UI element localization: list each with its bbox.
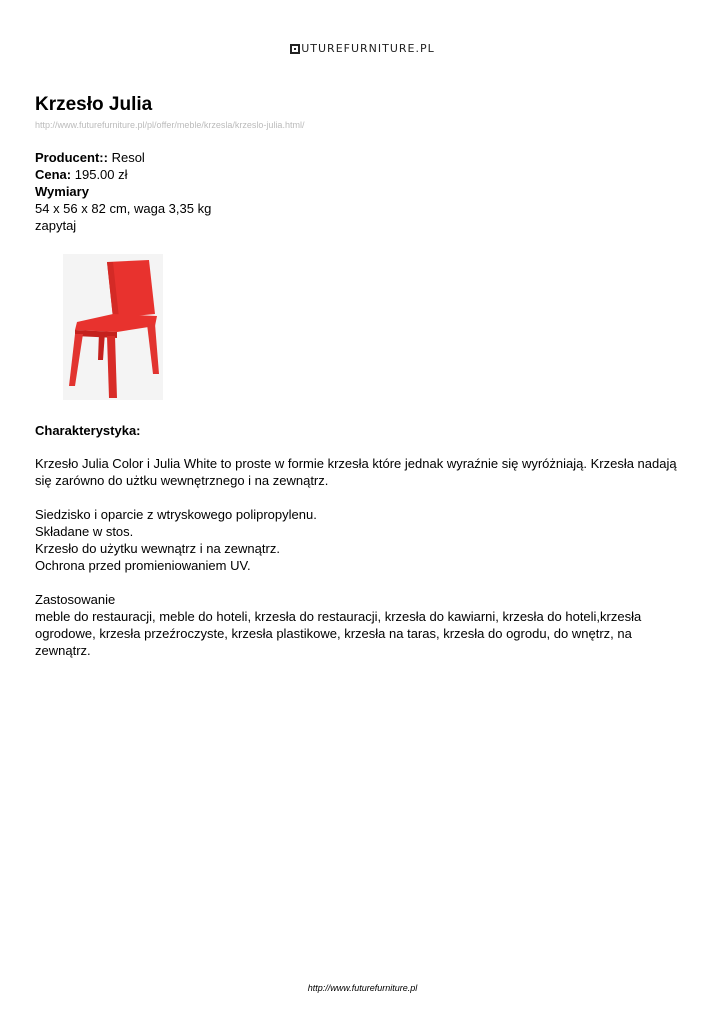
footer-url[interactable]: http://www.futurefurniture.pl [307,983,418,993]
product-title: Krzesło Julia [35,94,153,115]
chair-image [63,254,163,400]
feature-item: Ochrona przed promieniowaniem UV. [35,558,251,573]
product-image [63,254,163,400]
logo-f-icon [290,44,300,54]
producer-label: Producent:: [35,150,108,165]
product-url[interactable]: http://www.futurefurniture.pl/pl/offer/meble/krzesla/krzeslo-julia.html/ [35,120,305,130]
description-intro: Krzesło Julia Color i Julia White to proste w formie krzesła które jednak wyraźnie się wyróżniają. Krzesła nadają się zarówno do użtku wewnętrznego i na zewnątrz. [35,456,677,488]
feature-item: Krzesło do użytku wewnątrz i na zewnątrz. [35,541,280,556]
product-specs [35,149,211,234]
ask-link[interactable]: zapytaj [35,218,77,233]
producer-value: Resol [111,150,145,165]
feature-item: Składane w stos. [35,524,134,539]
dimensions-value: 54 x 56 x 82 cm, waga 3,35 kg [35,201,212,216]
description-body [35,455,690,676]
site-logo [0,42,725,57]
price-row [35,166,211,183]
producer-row [35,149,211,166]
dimensions-label: Wymiary [35,184,89,199]
logo-text: UTUREFURNITURE.PL [301,42,435,55]
usage-text: meble do restauracji, meble do hoteli, krzesła do restauracji, krzesła do kawiarni, krzesła do hoteli,krzesła ogrodowe, krzesła przeźroczyste, krzesła plastikowe, krzesła na taras, krzesła do ogrodu, do wnętrz, na zewnątrz. [35,609,642,658]
price-label: Cena: [35,167,72,182]
price-value: 195.00 zł [74,167,128,182]
usage-section [35,591,690,659]
usage-heading: Zastosowanie [35,592,116,607]
feature-item: Siedzisko i oparcie z wtryskowego polipropylenu. [35,507,317,522]
characteristics-heading: Charakterystyka: [35,423,141,438]
feature-list [35,506,690,574]
